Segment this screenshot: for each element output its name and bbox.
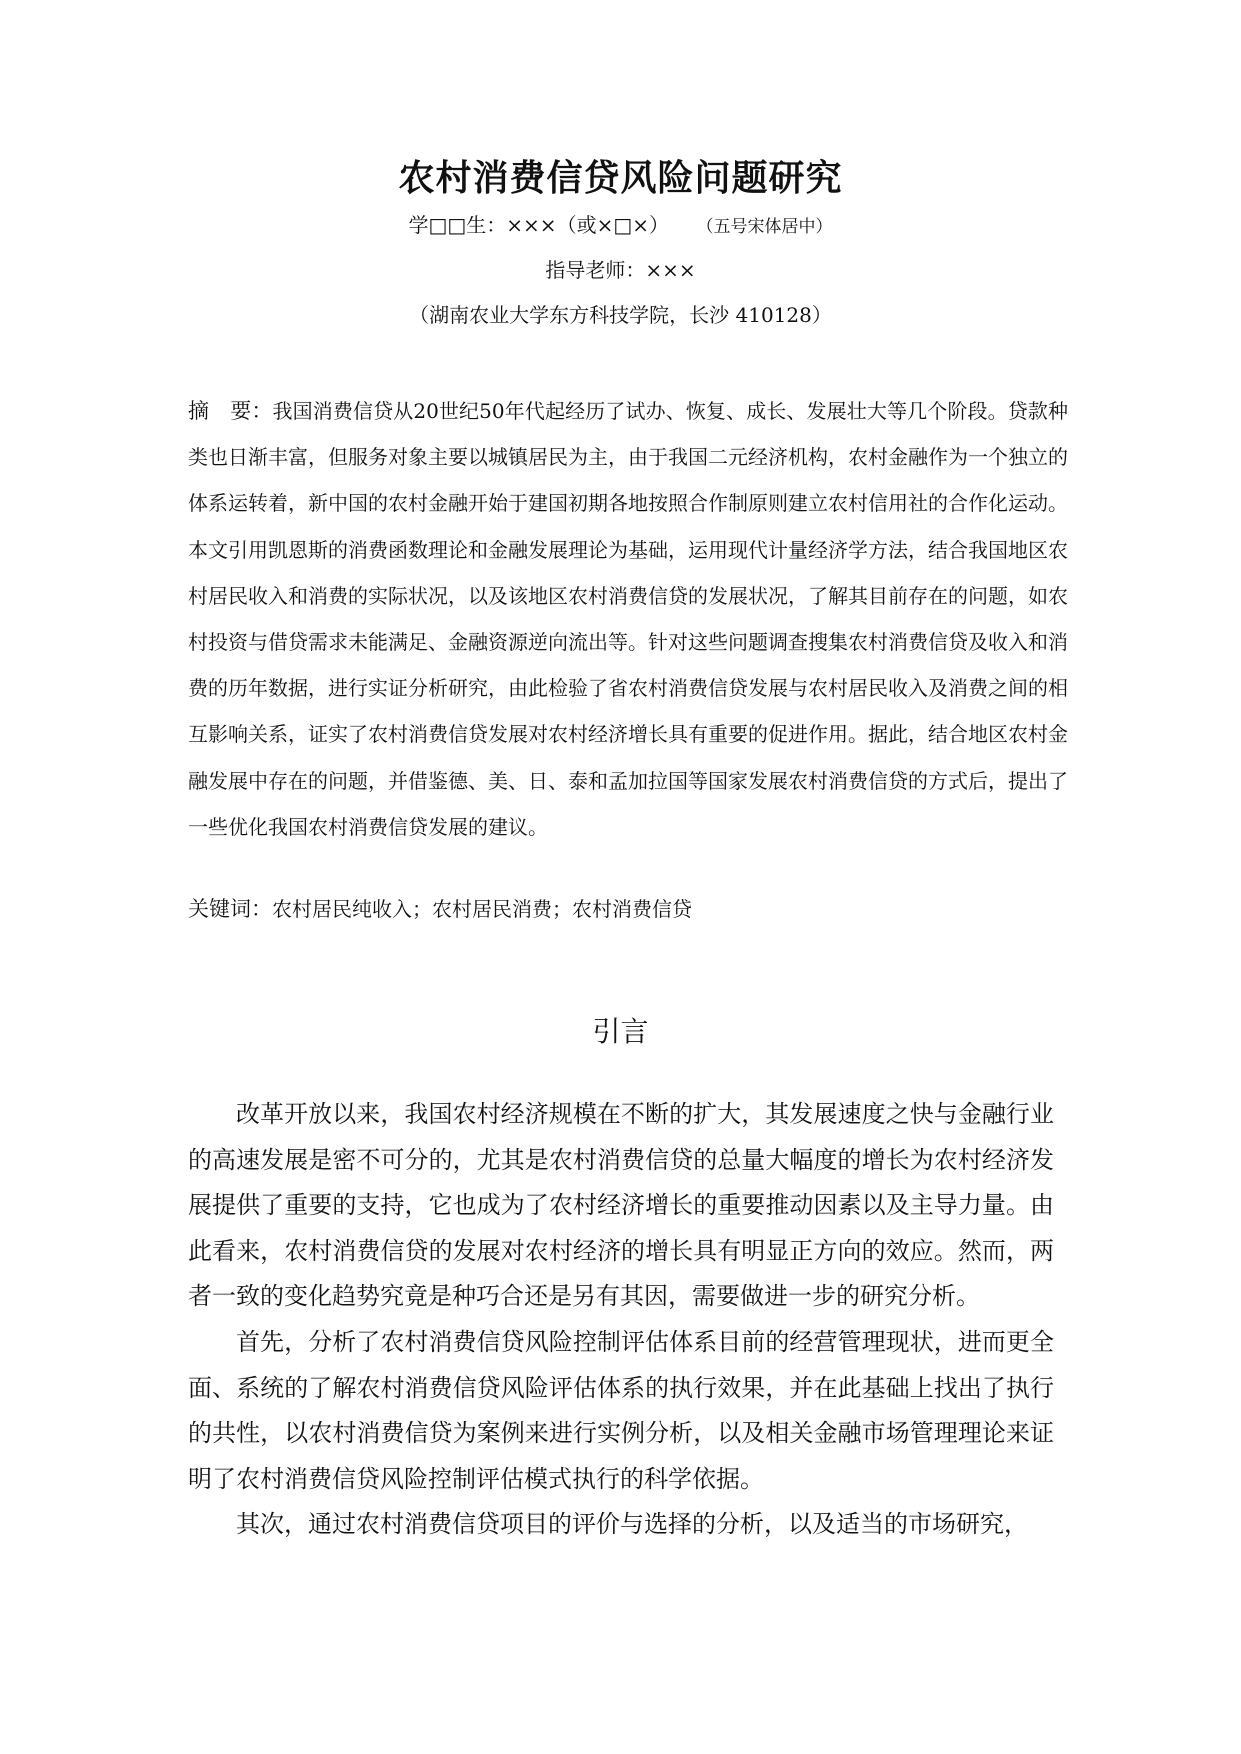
keywords [188,893,1068,925]
paragraph: 其次，通过农村消费信贷项目的评价与选择的分析，以及适当的市场研究， [236,1510,1028,1539]
format-note: （五号宋体居中） [704,217,833,237]
keywords-label: 关键词： [188,897,272,921]
keywords-text: 农村居民纯收入；农村居民消费；农村消费信贷 [272,897,692,921]
affiliation-line: （湖南农业大学东方科技学院，长沙 410128） [409,303,832,327]
advisor-line: 指导老师：××× [545,258,696,282]
abstract [188,388,1068,850]
paragraph: 改革开放以来，我国农村经济规模在不断的扩大，其发展速度之快与金融行业的高速发展是密不可分的，尤其是农村消费信贷的总量大幅度的增长为农村经济发展提供了重要的支持，它也成为了农村经济增长的重要推动因素以及主导力量。由此看来，农村消费信贷的发展对农村经济的增长具有明显正方向的效应。然而，两者一致的变化趋势究竟是种巧合还是另有其因，需要做进一步的研究分析。 [188,1100,1054,1311]
student-name: 学□□生：×××（或×□×） [408,213,669,237]
paragraph: 首先，分析了农村消费信贷风险控制评估体系目前的经营管理现状，进而更全面、系统的了解农村消费信贷风险评估体系的执行效果，并在此基础上找出了执行的共性，以农村消费信贷为案例来进行实例分析，以及相关金融市场管理理论来证明了农村消费信贷风险控制评估模式执行的科学依据。 [188,1327,1054,1493]
section-heading-introduction: 引言 [592,1015,649,1048]
introduction-body [188,1092,1054,1548]
abstract-text: 我国消费信贷从20世纪50年代起经历了试办、恢复、成长、发展壮大等几个阶段。贷款种类也日渐丰富，但服务对象主要以城镇居民为主，由于我国二元经济机构，农村金融作为一个独立的体系运转着，新中国的农村金融开始于建国初期各地按照合作制原则建立农村信用社的合作化运动。本文引用凯恩斯的消费函数理论和金融发展理论为基础，运用现代计量经济学方法，结合我国地区农村居民收入和消费的实际状况，以及该地区农村消费信贷的发展状况，了解其目前存在的问题，如农村投资与借贷需求未能满足、金融资源逆向流出等。针对这些问题调查搜集农村消费信贷及收入和消费的历年数据，进行实证分析研究，由此检验了省农村消费信贷发展与农村居民收入及消费之间的相互影响关系，证实了农村消费信贷发展对农村经济增长具有重要的促进作用。据此，结合地区农村金融发展中存在的问题，并借鉴德、美、日、泰和孟加拉国等国家发展农村消费信贷的方式后，提出了一些优化我国农村消费信贷发展的建议。 [188,399,1069,839]
paper-title: 农村消费信贷风险问题研究 [398,158,843,199]
student-line [0,212,1241,240]
abstract-label: 摘 要： [188,399,273,423]
